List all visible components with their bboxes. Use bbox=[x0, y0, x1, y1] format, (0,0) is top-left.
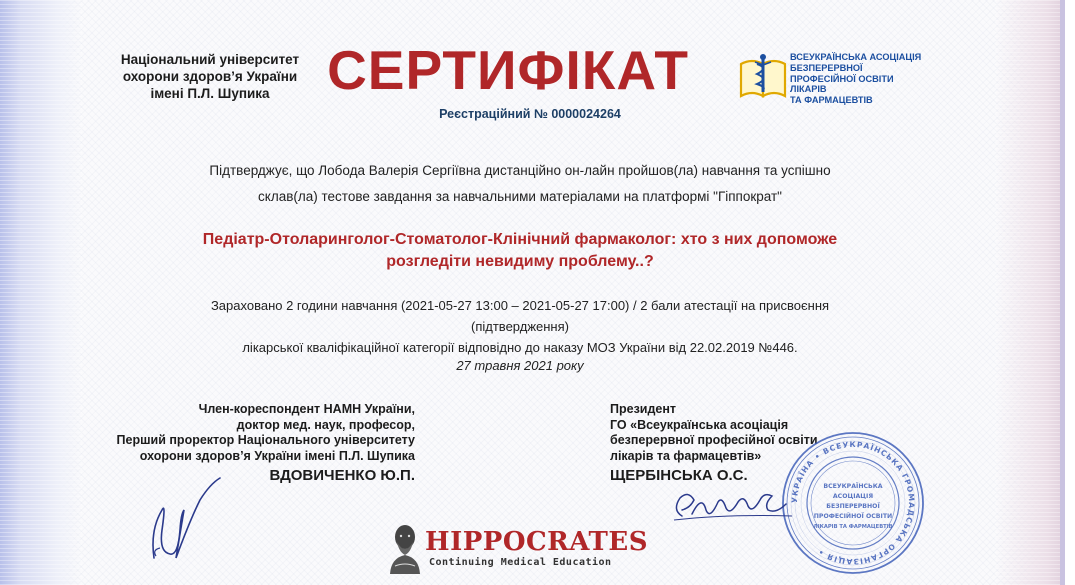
svg-text:ВСЕУКРАЇНСЬКА: ВСЕУКРАЇНСЬКА bbox=[823, 483, 883, 490]
registration-number: Реєстраційний № 0000024264 bbox=[439, 107, 621, 121]
left-signatory-title: Член-кореспондент НАМН України, доктор мед. наук, професор, Перший проректор Національного університету охорони здоров’я України імені П.Л. Шупика bbox=[116, 402, 415, 463]
certificate-title: СЕРТИФІКАТ bbox=[327, 39, 689, 101]
right-signatory-title: Президент ГО «Всеукраїнська асоціація безперервної професійної освіти лікарів та фармацевтів» bbox=[610, 402, 818, 463]
right-signature bbox=[668, 480, 798, 530]
right-signatory-name: ЩЕРБІНСЬКА О.С. bbox=[610, 467, 748, 484]
svg-text:БЕЗПЕРЕРВНОЇ: БЕЗПЕРЕРВНОЇ bbox=[826, 503, 880, 510]
left-signatory-name: ВДОВИЧЕНКО Ю.П. bbox=[269, 467, 415, 484]
organization-stamp bbox=[778, 428, 928, 578]
book-caduceus-icon bbox=[738, 50, 788, 100]
svg-text:АСОЦІАЦІЯ: АСОЦІАЦІЯ bbox=[832, 493, 874, 500]
svg-text:УКРАЇНА • ВСЕУКРАЇНСЬКА ГРОМАД: УКРАЇНА • ВСЕУКРАЇНСЬКА ГРОМАДСЬКА ОРГАНІЗАЦІЯ • bbox=[789, 439, 917, 567]
issue-date: 27 травня 2021 року bbox=[456, 358, 584, 373]
left-signature bbox=[140, 470, 230, 570]
left-border-decoration bbox=[0, 0, 82, 585]
right-border-strip bbox=[1065, 0, 1075, 585]
hippocrates-name: HIPPOCRATES bbox=[425, 527, 648, 557]
association-logo bbox=[738, 48, 938, 104]
hippocrates-bust-icon bbox=[385, 522, 423, 574]
svg-text:ЛІКАРІВ ТА ФАРМАЦЕВТІВ: ЛІКАРІВ ТА ФАРМАЦЕВТІВ bbox=[813, 524, 893, 530]
credit-hours-text: Зараховано 2 години навчання (2021-05-27 13:00 – 2021-05-27 17:00) / 2 бали атестації на присвоєння (підтвердження) лікарської кваліфікаційної категорії відповідно до наказу МОЗ України від 22.02.2019 №446. bbox=[210, 298, 830, 355]
svg-text:ПРОФЕСІЙНОЇ ОСВІТИ: ПРОФЕСІЙНОЇ ОСВІТИ bbox=[813, 513, 893, 520]
hippocrates-subtitle: Continuing Medical Education bbox=[429, 557, 612, 568]
course-title: Педіатр-Отоларинголог-Стоматолог-Клінічний фармаколог: хто з них допоможе розгледіти невидиму проблему..? bbox=[202, 231, 838, 270]
hippocrates-logo bbox=[385, 522, 648, 577]
confirmation-text: Підтверджує, що Лобода Валерія Сергіївна дистанційно он-лайн пройшов(ла) навчання та успішно склав(ла) тестове завдання за навчальними матеріалами на платформі "Гіппократ" bbox=[209, 163, 831, 204]
university-line-2: охорони здоров’я України bbox=[122, 69, 298, 84]
university-name bbox=[100, 51, 320, 102]
university-line-1: Національний університет bbox=[120, 52, 300, 67]
association-logo-text: ВСЕУКРАЇНСЬКА АСОЦІАЦІЯ БЕЗПЕРЕРВНОЇ ПРОФЕСІЙНОЇ ОСВІТИ ЛІКАРІВ ТА ФАРМАЦЕВТІВ bbox=[790, 52, 922, 106]
university-line-3: імені П.Л. Шупика bbox=[150, 86, 270, 101]
